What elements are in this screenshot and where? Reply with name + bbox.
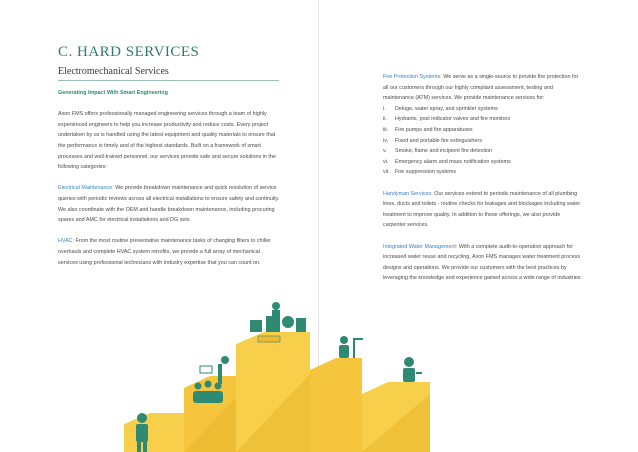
list-item (383, 157, 583, 168)
fire-label: Fire Protection Systems: (383, 74, 442, 80)
list-number: iii. (383, 126, 389, 133)
staircase (124, 332, 430, 452)
list-number: ii. (383, 116, 387, 123)
list-item (383, 167, 583, 178)
electrical-label: Electrical Maintenance: (58, 185, 114, 192)
list-number: vi. (383, 158, 389, 165)
list-number: vii. (383, 169, 390, 176)
section-heading: Generating Impact With Smart Engineering (58, 90, 168, 96)
plumber-icon (339, 336, 363, 358)
title-divider (58, 80, 279, 81)
list-number: iv. (383, 137, 388, 144)
page-subtitle: Electromechanical Services (58, 66, 169, 77)
list-text: Smoke, flame and incipient fire detection (395, 148, 493, 155)
list-item (383, 125, 583, 136)
list-item (383, 104, 583, 115)
handyman-label: Handyman Services: (383, 190, 433, 197)
list-item (383, 114, 583, 125)
list-text: Fixed and portable fire extinguishers (395, 137, 482, 144)
fire-text: We serve as a single-source to provide fire protection for all our customers through our highly compliant assessment, testing and maintenance (ATM) services. We provide maintenance services for: (383, 74, 579, 102)
stair-step-4 (310, 358, 362, 452)
list-number: v. (383, 148, 387, 155)
list-text: Hydrants, post indicator valves and fire monitors (395, 116, 511, 123)
list-text: Emergency alarm and mass notification systems (395, 158, 511, 165)
water-text: With a complete audit-to-operation approach for increased water reuse and recycling, Axon FMS manages water treatment process designs and operations. We provide our customers with the best practices by leveraging the knowledge and experience gained across a wide range of industries. (383, 243, 582, 282)
list-text: Fire pumps and fire apparatuses (395, 126, 473, 133)
list-item (383, 146, 583, 157)
intro-paragraph: Axon FMS offers professionally managed engineering services through a team of highly experienced engineers to help you increase productivity and reduce costs. Every project undertaken by us is handled using the latest equipment and quality materials to ensure that the performance is timely and of the highest standards. Built on a framework of smart processes and well-trained personnel, our services provide safe and secure solutions in the following categories: (58, 111, 276, 171)
electrical-text: We provide breakdown maintenance and quick resolution of service queries with periodic reviews across all electrical installations to ensure safety and continuity. We also coordinate with the OEM and handle breakdown maintenance, including procuring spares and AMC for electrical installations and DG sets. (58, 185, 280, 224)
fire-paragraph (383, 72, 583, 104)
water-worker-icon (403, 357, 422, 382)
stair-step-1 (124, 413, 184, 452)
list-text: Deluge, water spray, and sprinkler systems (395, 105, 498, 112)
list-item (383, 136, 583, 147)
hvac-label: HVAC: (58, 238, 75, 245)
page-title: C. HARD SERVICES (58, 44, 200, 60)
list-number: i. (383, 105, 386, 112)
hvac-text: From the most routine preventative maintenance tasks of changing filters to chiller overhauls and complete HVAC system retrofits, we provide a full array of mechanical services using professional technicians with industry expertise that you can count on. (58, 238, 271, 266)
fire-list (383, 104, 583, 178)
water-label: Integrated Water Management: (383, 243, 458, 250)
handyman-text: Our services extend to periodic maintenance of all plumbing lines, ducts and toilets - routine checks for leakages and blockages including water treatment to improve quality. In addition to these offerings, we also provide carpenter services. (383, 190, 581, 229)
list-text: Fire suppression systems (395, 169, 457, 176)
staircase-illustration (100, 198, 460, 452)
